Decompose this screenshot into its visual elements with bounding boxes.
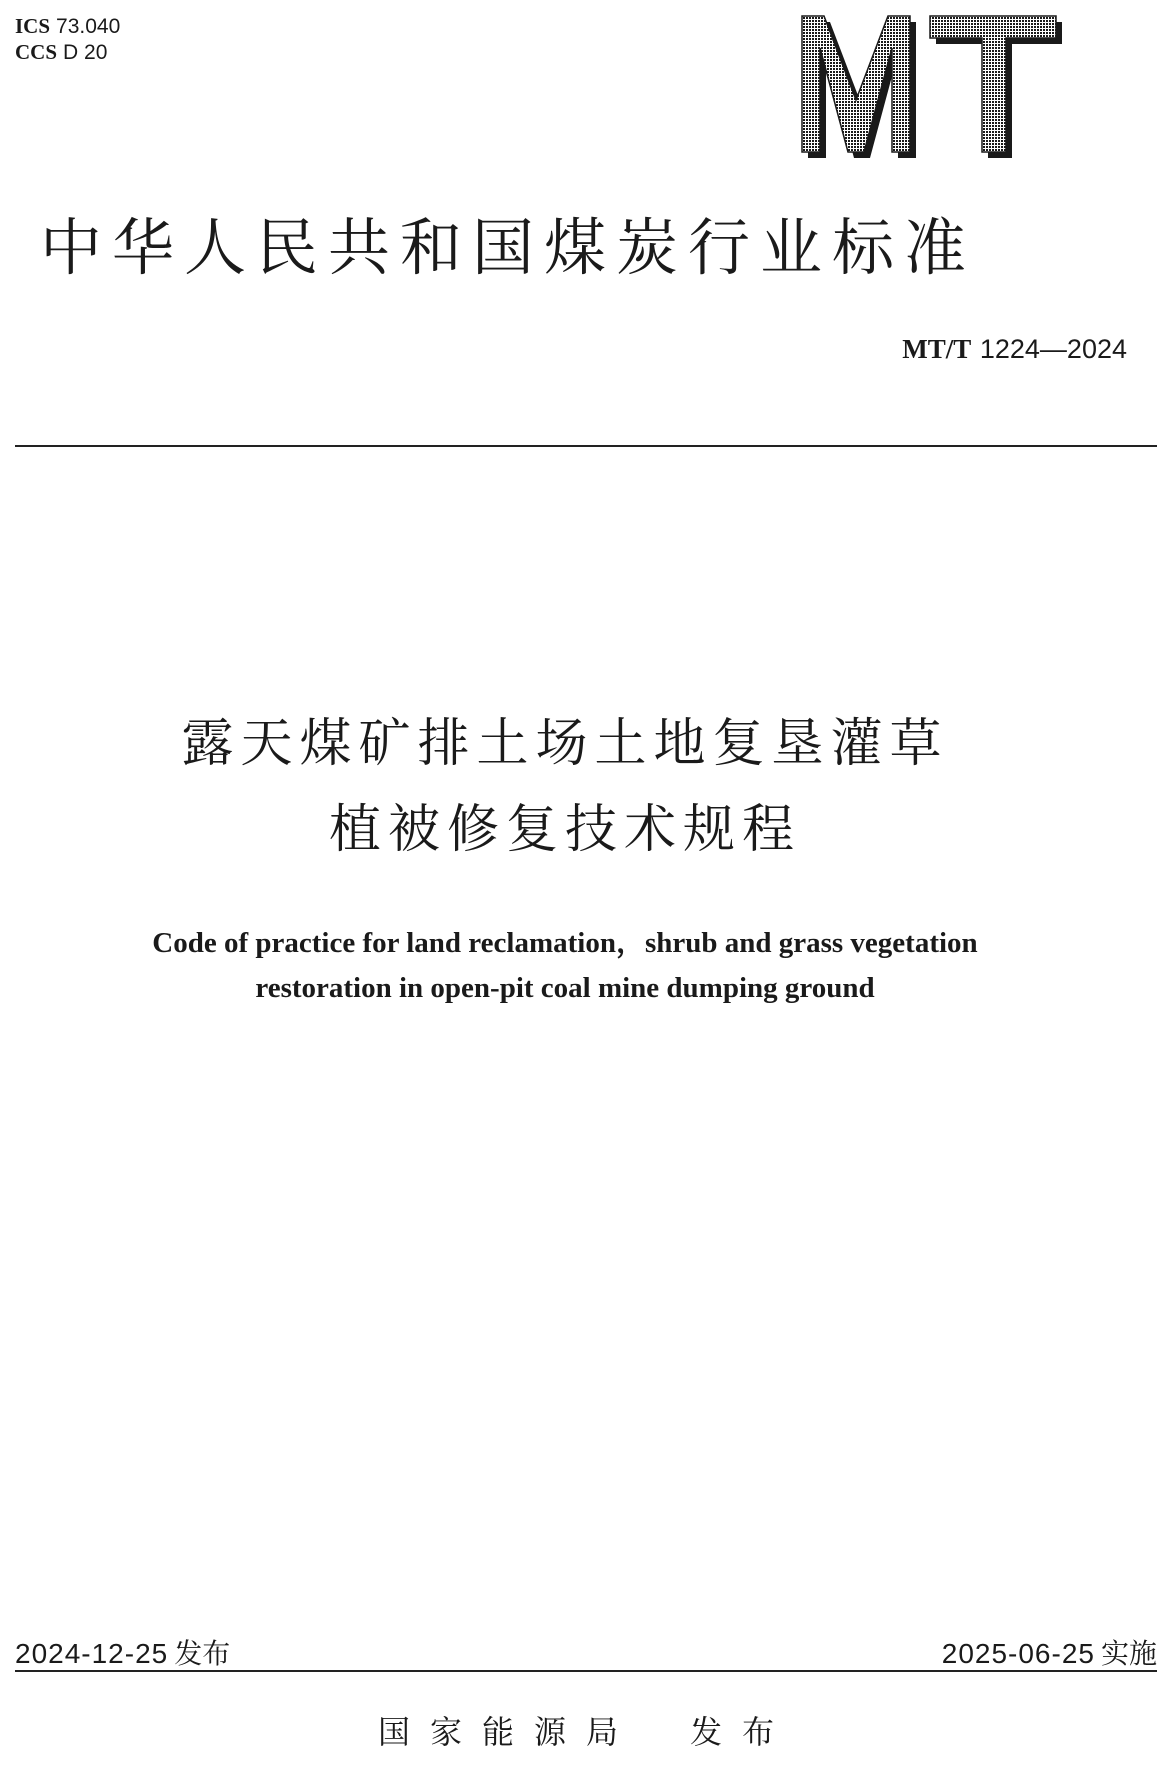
standard-number bbox=[902, 334, 1127, 365]
publish-date-label: 发布 bbox=[174, 1637, 231, 1670]
publish-date bbox=[15, 1632, 230, 1672]
standard-number-value: 1224—2024 bbox=[979, 334, 1127, 364]
ccs-value: D 20 bbox=[63, 41, 108, 64]
publish-date-value: 2024-12-25 bbox=[15, 1638, 169, 1669]
standard-category-title: 中华人民共和国煤炭行业标准 bbox=[40, 211, 977, 284]
ics-value: 73.040 bbox=[56, 15, 121, 38]
implement-date-value: 2025-06-25 bbox=[941, 1638, 1095, 1669]
ics-code bbox=[15, 14, 120, 39]
implement-date-label: 实施 bbox=[1100, 1637, 1157, 1670]
ccs-code bbox=[15, 40, 107, 65]
document-title-en-line1: Code of practice for land reclamation，shrub and grass vegetation bbox=[152, 927, 978, 959]
document-title-zh-line2: 植被修复技术规程 bbox=[328, 800, 801, 860]
footer-divider bbox=[15, 1670, 1157, 1672]
document-title-en-line2: restoration in open-pit coal mine dumping ground bbox=[255, 972, 875, 1004]
mt-logo-graphic bbox=[800, 14, 1062, 158]
document-title-zh-line1: 露天煤矿排土场土地复垦灌草 bbox=[181, 714, 949, 774]
ics-key: ICS bbox=[15, 14, 51, 38]
header-divider bbox=[15, 445, 1157, 447]
implement-date bbox=[942, 1632, 1157, 1672]
standard-prefix: MT/T bbox=[902, 334, 972, 364]
publisher-organization: 国家能源局 bbox=[377, 1713, 638, 1751]
publisher-action: 发布 bbox=[690, 1713, 795, 1751]
publisher bbox=[0, 1707, 1172, 1753]
ccs-key: CCS bbox=[15, 40, 58, 64]
mt-logo bbox=[800, 14, 1062, 158]
